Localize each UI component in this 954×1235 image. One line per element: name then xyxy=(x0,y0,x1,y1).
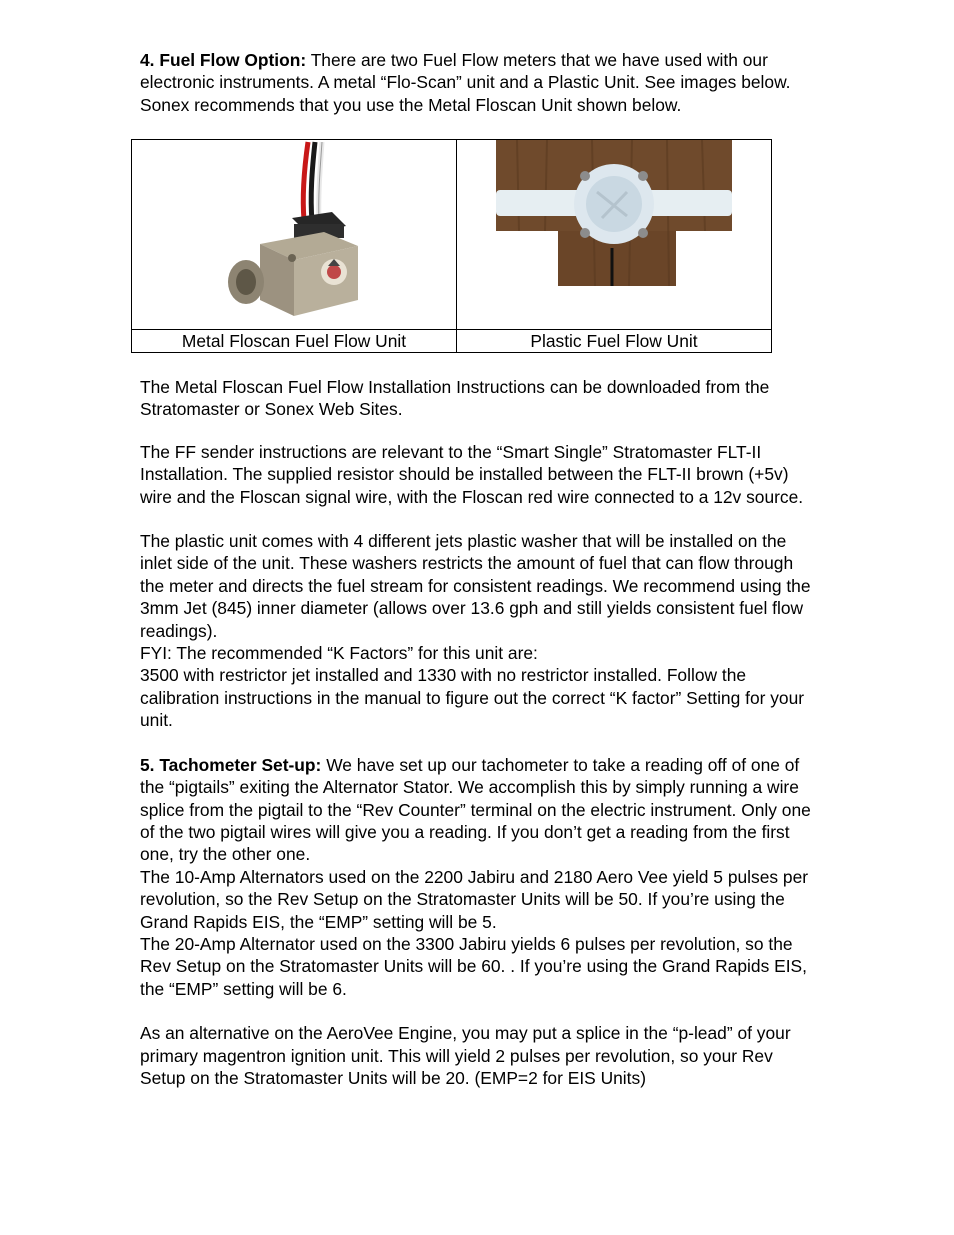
k-factor-values: 3500 with restrictor jet installed and 1330 with no restrictor installed. Follow the calibration instructions in the manual to figure out the correct “K factor” Setting for your unit. xyxy=(140,665,805,731)
download-paragraph: The Metal Floscan Fuel Flow Installation Instructions can be downloaded from the Stratomaster or Sonex Web Sites. xyxy=(140,377,770,420)
metal-floscan-caption: Metal Floscan Fuel Flow Unit xyxy=(132,330,457,353)
section4-heading: 4. Fuel Flow Option: xyxy=(140,50,307,70)
ff-sender-paragraph: The FF sender instructions are relevant to the “Smart Single” Stratomaster FLT-II Installation. The supplied resistor should be installed between the FLT-II brown (+5v) wire and the Floscan signal wire, with the Floscan red wire connected to a 12v source. xyxy=(140,441,804,507)
aerovee-paragraph: As an alternative on the AeroVee Engine, you may put a splice in the “p-lead” of your primary magentron ignition unit. This will yield 2 pulses per revolution, so your Rev Setup on the Stratomaster Units will be 20. (EMP=2 for EIS Units) xyxy=(140,1023,791,1088)
document-page xyxy=(140,49,820,116)
section5-intro: We have set up our tachometer to take a reading off of one of the “pigtails” exiting the Alternator Stator. We accomplish this by simply running a wire splice from the pigtail to the “Rev Counter” terminal on the electric instrument. Only one of the two pigtail wires will give you a reading. If you don’t get a reading from the first one, try the other one. xyxy=(140,754,811,865)
plastic-fuel-flow-image-cell xyxy=(457,140,772,330)
plastic-fuel-flow-caption: Plastic Fuel Flow Unit xyxy=(457,330,772,353)
section5-paragraph xyxy=(140,754,820,866)
section5-heading: 5. Tachometer Set-up: xyxy=(140,754,322,775)
section4-intro: There are two Fuel Flow meters that we have used with our electronic instruments. A metal “Flo-Scan” unit and a Plastic Unit. See images below. Sonex recommends that you use the Metal Floscan Unit shown below. xyxy=(140,50,791,115)
alternator-10amp-paragraph: The 10-Amp Alternators used on the 2200 Jabiru and 2180 Aero Vee yield 5 pulses per revolution, so the Rev Setup on the Stratomaster Units will be 50. If you’re using the Grand Rapids EIS, the “EMP” setting will be 5. xyxy=(140,866,809,932)
fuel-flow-table xyxy=(131,139,772,353)
plastic-fuel-flow-unit-image xyxy=(457,140,771,329)
metal-floscan-image-cell xyxy=(132,140,457,330)
k-factor-intro: FYI: The recommended “K Factors” for this unit are: xyxy=(140,643,538,664)
metal-floscan-unit-image xyxy=(132,140,456,329)
alternator-20amp-paragraph: The 20-Amp Alternator used on the 3300 Jabiru yields 6 pulses per revolution, so the Rev Setup on the Stratomaster Units will be 60. . If you’re using the Grand Rapids EIS, the “EMP” setting will be 6. xyxy=(140,933,807,999)
document-body xyxy=(140,376,820,1089)
section4-paragraph xyxy=(140,49,820,116)
plastic-unit-paragraph: The plastic unit comes with 4 different jets plastic washer that will be installed on the inlet side of the unit. These washers restricts the amount of fuel that can flow through the meter and directs the fuel stream for consistent readings. We recommend using the 3mm Jet (845) inner diameter (allows over 13.6 gph and still yields consistent fuel flow readings). xyxy=(140,531,811,641)
